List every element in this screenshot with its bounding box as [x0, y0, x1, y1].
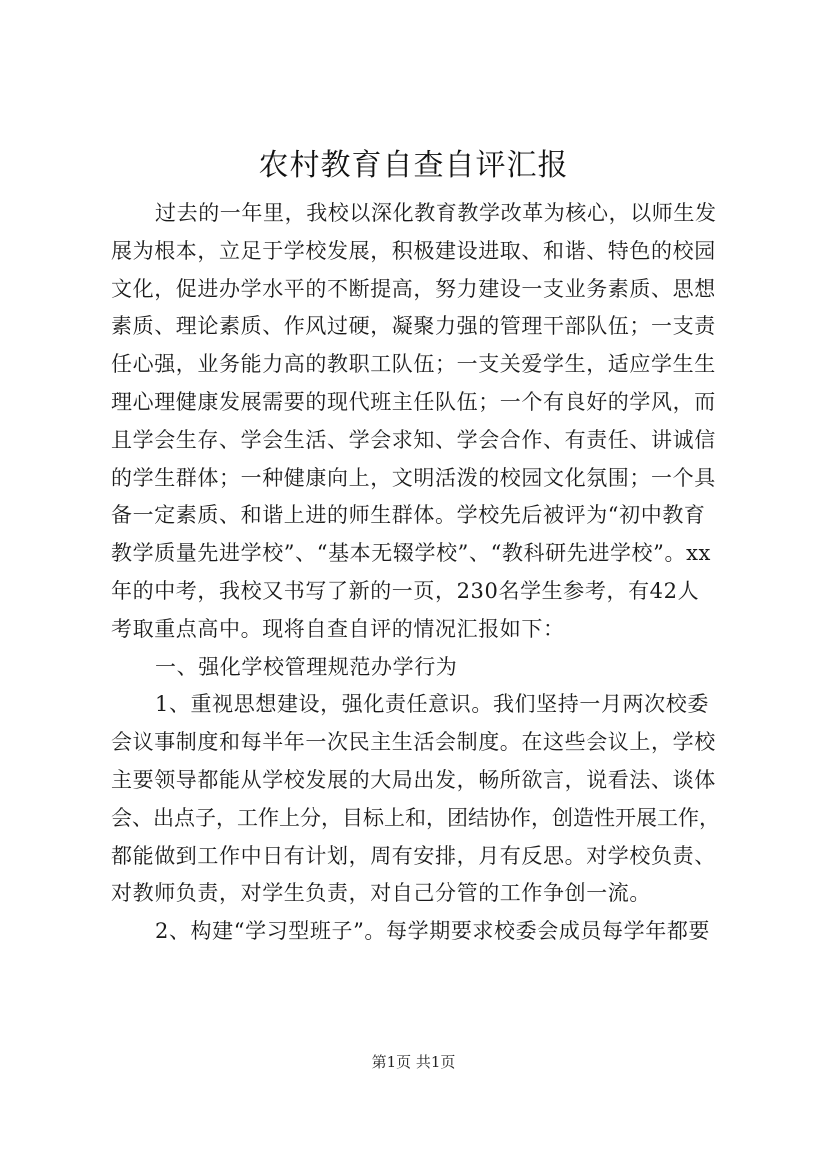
paragraph-line: 主要领导都能从学校发展的大局出发，畅所欲言，说看法、谈体	[111, 767, 716, 792]
document-title: 农村教育自查自评汇报	[258, 148, 569, 183]
section-heading: 一、强化学校管理规范办学行为	[155, 654, 458, 679]
paragraph-line: 文化，促进办学水平的不断提高，努力建设一支业务素质、思想	[111, 276, 716, 301]
paragraph-line: 对教师负责，对学生负责，对自己分管的工作争创一流。	[111, 881, 651, 906]
page-footer: 第1页 共1页	[371, 1053, 456, 1071]
paragraph-line: 考取重点高中。现将自查自评的情况汇报如下：	[111, 616, 565, 641]
paragraph-line: 教学质量先进学校”、“基本无辍学校”、“教科研先进学校”。xx	[111, 541, 711, 566]
paragraph-line: 任心强，业务能力高的教职工队伍；一支关爱学生，适应学生生	[111, 352, 716, 377]
document-body	[111, 195, 721, 951]
paragraph-line: 的学生群体；一种健康向上，文明活泼的校园文化氛围；一个具	[111, 465, 716, 490]
paragraph-line: 年的中考，我校又书写了新的一页，230名学生参考，有42人	[111, 578, 700, 603]
paragraph-line: 会、出点子，工作上分，目标上和，团结协作，创造性开展工作，	[111, 805, 720, 830]
paragraph-line: 素质、理论素质、作风过硬，凝聚力强的管理干部队伍；一支责	[111, 314, 716, 339]
paragraph-line: 1、重视思想建设，强化责任意识。我们坚持一月两次校委	[155, 692, 709, 717]
paragraph-line: 都能做到工作中日有计划，周有安排，月有反思。对学校负责、	[111, 843, 716, 868]
paragraph-line: 备一定素质、和谐上进的师生群体。学校先后被评为“初中教育	[111, 503, 706, 528]
paragraph-line: 会议事制度和每半年一次民主生活会制度。在这些会议上，学校	[111, 730, 716, 755]
paragraph-line: 且学会生存、学会生活、学会求知、学会合作、有责任、讲诚信	[111, 427, 716, 452]
paragraph-line: 展为根本，立足于学校发展，积极建设进取、和谐、特色的校园	[111, 238, 716, 263]
paragraph-line: 理心理健康发展需要的现代班主任队伍；一个有良好的学风，而	[111, 389, 716, 414]
paragraph-line: 2、构建“学习型班子”。每学期要求校委会成员每学年都要	[155, 919, 711, 944]
paragraph-line: 过去的一年里，我校以深化教育教学改革为核心，以师生发	[155, 201, 717, 225]
